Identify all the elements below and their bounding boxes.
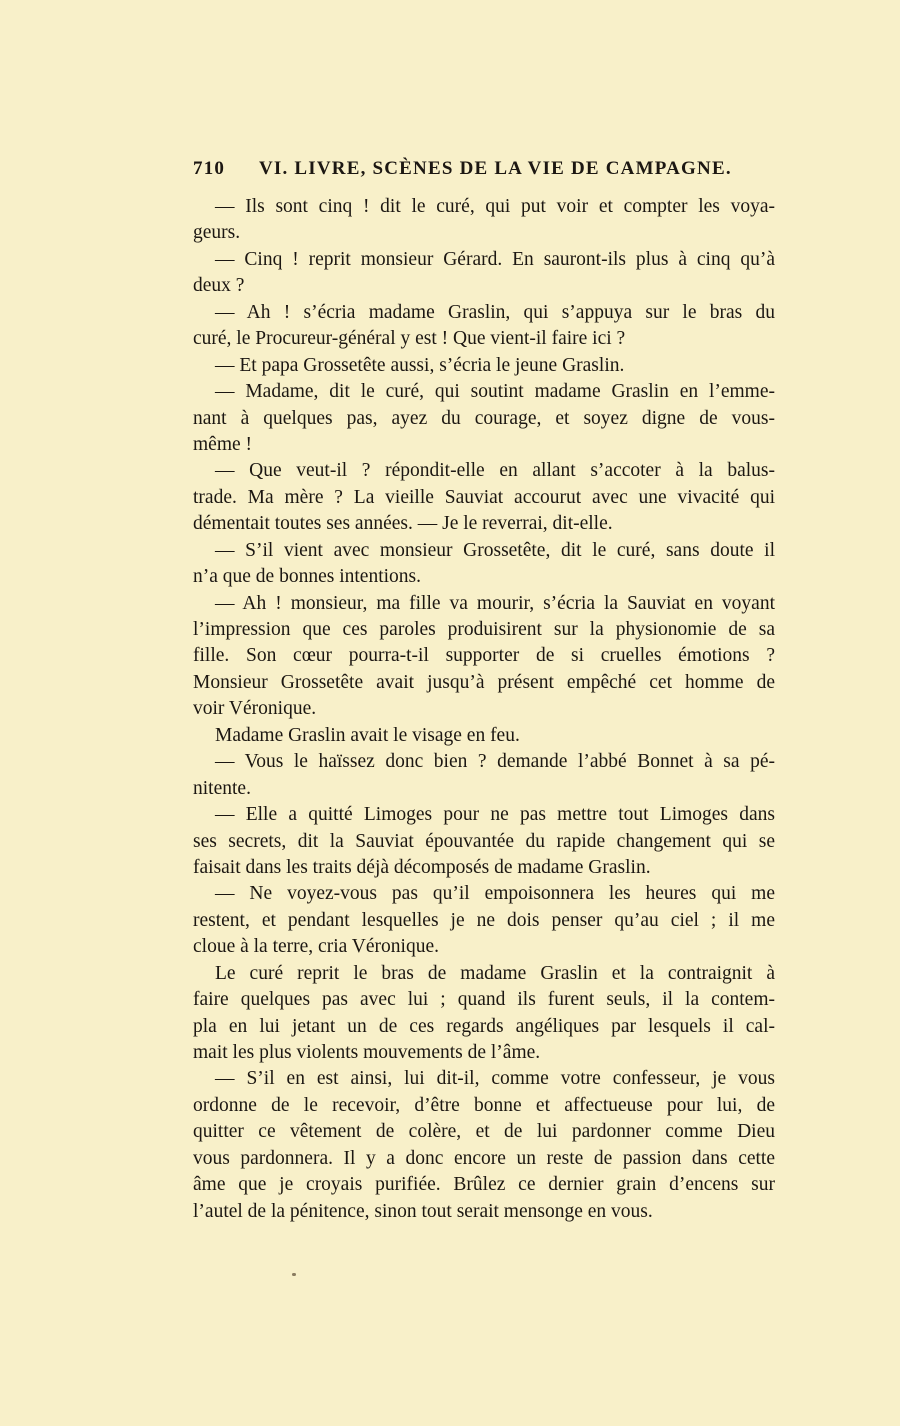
text-line: — Elle a quitté Limoges pour ne pas mettre tout Limoges dans: [215, 804, 775, 826]
paragraph: [193, 247, 775, 300]
text-line: faire quelques pas avec lui ; quand ils furent seuls, il la contem-: [193, 989, 775, 1011]
text-line: n’a que de bonnes intentions.: [193, 566, 421, 588]
paragraph: [193, 379, 775, 458]
paragraph: [193, 300, 775, 353]
text-line: geurs.: [193, 222, 241, 244]
paragraph: [193, 591, 775, 723]
paragraph: [193, 1066, 775, 1225]
text-line: — Ah ! s’écria madame Graslin, qui s’appuya sur le bras du: [215, 301, 775, 323]
paragraph: [193, 353, 775, 379]
text-line: ordonne de le recevoir, d’être bonne et affectueuse pour lui, de: [193, 1094, 775, 1116]
text-line: — Que veut-il ? répondit-elle en allant s’accoter à la balus-: [215, 460, 775, 482]
page-number: 710: [193, 158, 226, 179]
paragraph: [193, 881, 775, 960]
paragraph: [193, 458, 775, 537]
text-line: — Ah ! monsieur, ma fille va mourir, s’écria la Sauviat en voyant: [215, 592, 775, 614]
page-body-text: [193, 194, 775, 1225]
text-line: — S’il vient avec monsieur Grossetête, dit le curé, sans doute il: [215, 539, 775, 561]
text-line: — Ne voyez-vous pas qu’il empoisonnera les heures qui me: [215, 883, 775, 905]
paragraph: [193, 723, 775, 749]
text-line: quitter ce vêtement de colère, et de lui pardonner comme Dieu: [193, 1121, 775, 1143]
text-line: nitente.: [193, 777, 251, 799]
text-line: faisait dans les traits déjà décomposés de madame Graslin.: [193, 856, 651, 878]
text-line: pla en lui jetant un de ces regards angéliques par lesquels il cal-: [193, 1015, 775, 1037]
paper-speck: [292, 1273, 296, 1276]
text-line: — S’il en est ainsi, lui dit-il, comme votre confesseur, je vous: [215, 1068, 775, 1090]
text-line: ses secrets, dit la Sauviat épouvantée du rapide changement qui se: [193, 830, 775, 852]
text-line: curé, le Procureur-général y est ! Que vient-il faire ici ?: [193, 328, 626, 350]
text-line: mait les plus violents mouvements de l’âme.: [193, 1042, 541, 1063]
text-line: démentait toutes ses années. — Je le reverrai, dit-elle.: [193, 513, 613, 535]
paragraph: [193, 194, 775, 247]
text-line: trade. Ma mère ? La vieille Sauviat accourut avec une vivacité qui: [193, 486, 775, 508]
text-line: vous pardonnera. Il y a donc encore un reste de passion dans cette: [193, 1147, 775, 1169]
text-line: fille. Son cœur pourra-t-il supporter de si cruelles émotions ?: [193, 645, 775, 667]
text-line: — Et papa Grossetête aussi, s’écria le jeune Graslin.: [215, 354, 625, 376]
text-line: — Cinq ! reprit monsieur Gérard. En sauront-ils plus à cinq qu’à: [215, 248, 775, 270]
text-line: âme que je croyais purifiée. Brûlez ce dernier grain d’encens sur: [193, 1174, 775, 1196]
paragraph: [193, 961, 775, 1067]
text-line: Madame Graslin avait le visage en feu.: [215, 724, 520, 746]
text-line: restent, et pendant lesquelles je ne dois penser qu’au ciel ; il me: [193, 909, 775, 931]
text-line: deux ?: [193, 275, 245, 297]
paragraph: [193, 538, 775, 591]
text-line: l’autel de la pénitence, sinon tout serait mensonge en vous.: [193, 1200, 653, 1222]
text-line: cloue à la terre, cria Véronique.: [193, 936, 439, 958]
text-line: voir Véronique.: [193, 698, 317, 720]
text-line: — Vous le haïssez donc bien ? demande l’abbé Bonnet à sa pé-: [215, 751, 775, 773]
text-line: l’impression que ces paroles produisirent sur la physionomie de sa: [193, 619, 775, 640]
text-line: — Ils sont cinq ! dit le curé, qui put voir et compter les voya-: [215, 196, 775, 217]
text-line: Le curé reprit le bras de madame Graslin et la contraignit à: [215, 962, 775, 984]
text-line: même !: [193, 433, 253, 455]
text-line: — Madame, dit le curé, qui soutint madame Graslin en l’emme-: [215, 381, 775, 403]
paragraph: [193, 749, 775, 802]
text-line: Monsieur Grossetête avait jusqu’à présent empêché cet homme de: [193, 671, 775, 693]
running-header: [193, 158, 732, 186]
running-title: VI. LIVRE, SCÈNES DE LA VIE DE CAMPAGNE.: [259, 158, 732, 179]
paragraph: [193, 802, 775, 881]
text-line: nant à quelques pas, ayez du courage, et soyez digne de vous-: [193, 407, 775, 429]
